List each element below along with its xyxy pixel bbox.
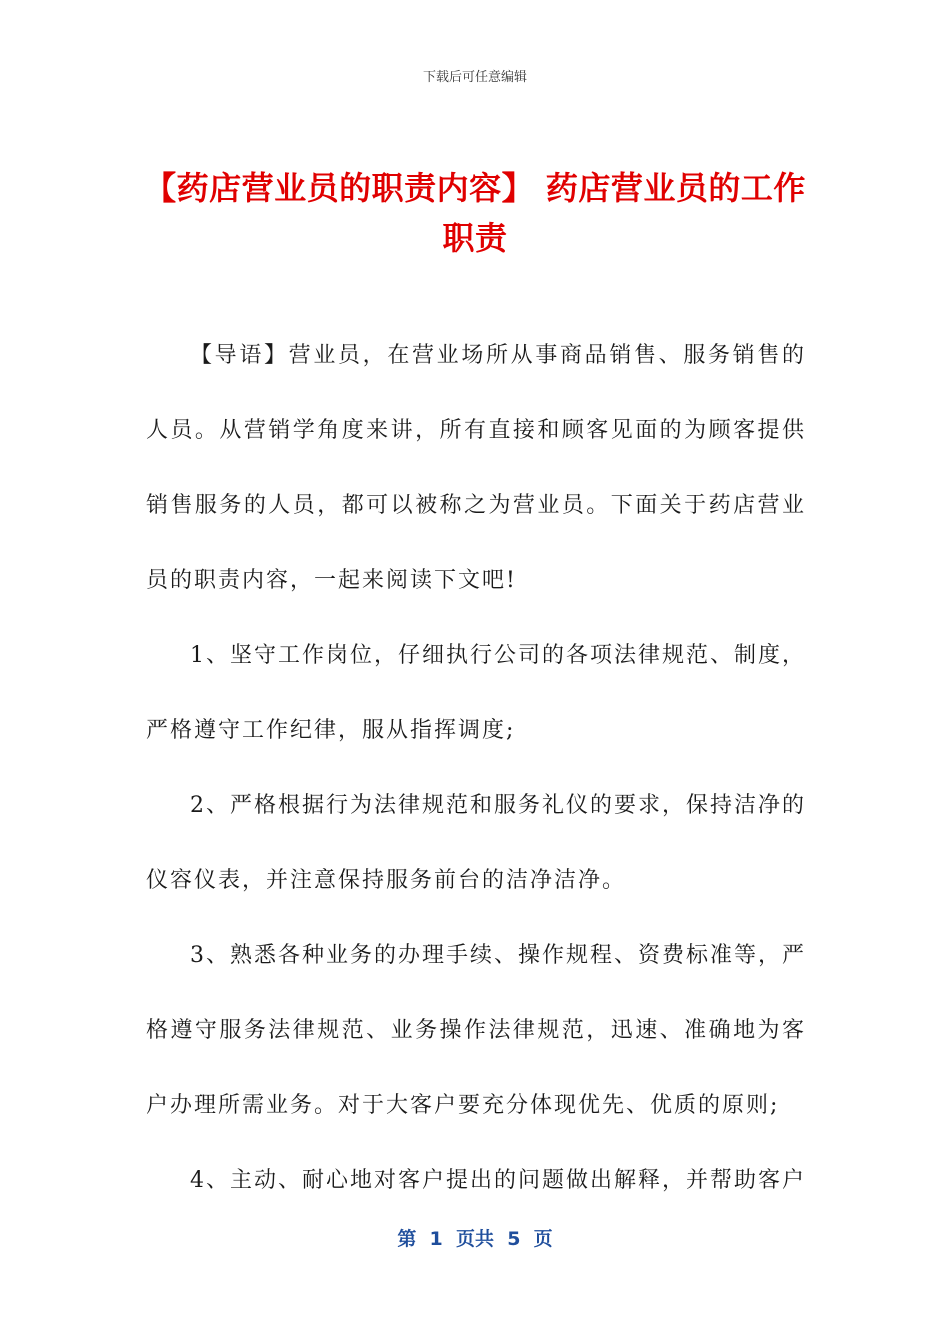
page-number-footer: 第 1 页共 5 页 xyxy=(397,1228,553,1250)
paragraph-intro: 【导语】营业员，在营业场所从事商品销售、服务销售的人员。从营销学角度来讲，所有直接和顾客见面的为顾客提供销售服务的人员，都可以被称之为营业员。下面关于药店营业员的职责内容，一起来阅读下文吧! xyxy=(146,343,806,593)
paragraph-item-2: 2、严格根据行为法律规范和服务礼仪的要求，保持洁净的仪容仪表，并注意保持服务前台的洁净洁净。 xyxy=(146,793,806,893)
paragraph-item-1: 1、坚守工作岗位，仔细执行公司的各项法律规范、制度，严格遵守工作纪律，服从指挥调度; xyxy=(146,643,806,743)
header-note: 下载后可任意编辑 xyxy=(422,70,527,85)
paragraph-item-3: 3、熟悉各种业务的办理手续、操作规程、资费标准等，严格遵守服务法律规范、业务操作法律规范，迅速、准确地为客户办理所需业务。对于大客户要充分体现优先、优质的原则; xyxy=(146,943,806,1118)
paragraph-item-4: 4、主动、耐心地对客户提出的问题做出解释，并帮助客户 xyxy=(190,1168,806,1193)
document-body xyxy=(146,318,806,1218)
document-title: 【药店营业员的职责内容】 药店营业员的工作职责 xyxy=(144,169,806,258)
